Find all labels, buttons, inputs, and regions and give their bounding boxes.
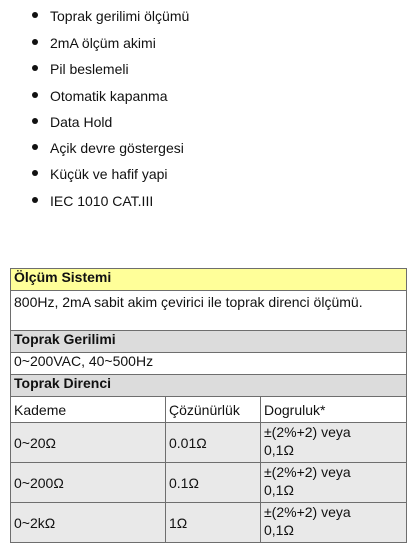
earth-voltage-text: 0~200VAC, 40~500Hz bbox=[11, 353, 407, 375]
accuracy-line-2: 0,1Ω bbox=[264, 482, 294, 498]
spec-table bbox=[10, 268, 407, 543]
feature-text: IEC 1010 CAT.III bbox=[50, 193, 154, 209]
feature-text: Küçük ve hafif yapi bbox=[50, 166, 168, 182]
earth-resistance-title: Toprak Direnci bbox=[11, 375, 407, 397]
resolution-cell: 0.1Ω bbox=[166, 463, 261, 503]
accuracy-cell bbox=[261, 463, 407, 503]
column-header-resolution: Çözünürlük bbox=[166, 397, 261, 423]
bullet-icon bbox=[32, 39, 38, 45]
table-row bbox=[11, 503, 407, 543]
accuracy-line-1: ±(2%+2) veya bbox=[264, 504, 351, 520]
table-row bbox=[11, 463, 407, 503]
section-header-measurement bbox=[11, 269, 407, 291]
accuracy-cell bbox=[261, 423, 407, 463]
feature-text: Otomatik kapanma bbox=[50, 88, 168, 104]
accuracy-cell bbox=[261, 503, 407, 543]
accuracy-line-1: ±(2%+2) veya bbox=[264, 424, 351, 440]
table-row bbox=[11, 423, 407, 463]
feature-text: Pil beslemeli bbox=[50, 61, 129, 77]
bullet-icon bbox=[32, 65, 38, 71]
column-header-range: Kademe bbox=[11, 397, 166, 423]
feature-text: 2mA ölçüm akimi bbox=[50, 35, 156, 51]
bullet-icon bbox=[32, 197, 38, 203]
bullet-icon bbox=[32, 144, 38, 150]
range-cell: 0~20Ω bbox=[11, 423, 166, 463]
accuracy-line-2: 0,1Ω bbox=[264, 442, 294, 458]
bullet-icon bbox=[32, 118, 38, 124]
column-header-accuracy: Dogruluk* bbox=[261, 397, 407, 423]
section-header-earth-voltage bbox=[11, 331, 407, 353]
range-cell: 0~2kΩ bbox=[11, 503, 166, 543]
feature-text: Data Hold bbox=[50, 114, 113, 130]
earth-voltage-title: Toprak Gerilimi bbox=[11, 331, 407, 353]
bullet-icon bbox=[32, 92, 38, 98]
resolution-cell: 1Ω bbox=[166, 503, 261, 543]
resolution-cell: 0.01Ω bbox=[166, 423, 261, 463]
feature-text: Açik devre göstergesi bbox=[50, 140, 184, 156]
measurement-system-title: Ölçüm Sistemi bbox=[11, 269, 407, 291]
accuracy-line-1: ±(2%+2) veya bbox=[264, 464, 351, 480]
range-cell: 0~200Ω bbox=[11, 463, 166, 503]
feature-text: Toprak gerilimi ölçümü bbox=[50, 8, 190, 24]
section-header-earth-resistance bbox=[11, 375, 407, 397]
measurement-system-text: 800Hz, 2mA sabit akim çevirici ile toprak direnci ölçümü. bbox=[11, 291, 407, 331]
bullet-icon bbox=[32, 12, 38, 18]
accuracy-line-2: 0,1Ω bbox=[264, 522, 294, 538]
column-header-row bbox=[11, 397, 407, 423]
measurement-system-row bbox=[11, 291, 407, 331]
earth-voltage-row bbox=[11, 353, 407, 375]
bullet-icon bbox=[32, 170, 38, 176]
